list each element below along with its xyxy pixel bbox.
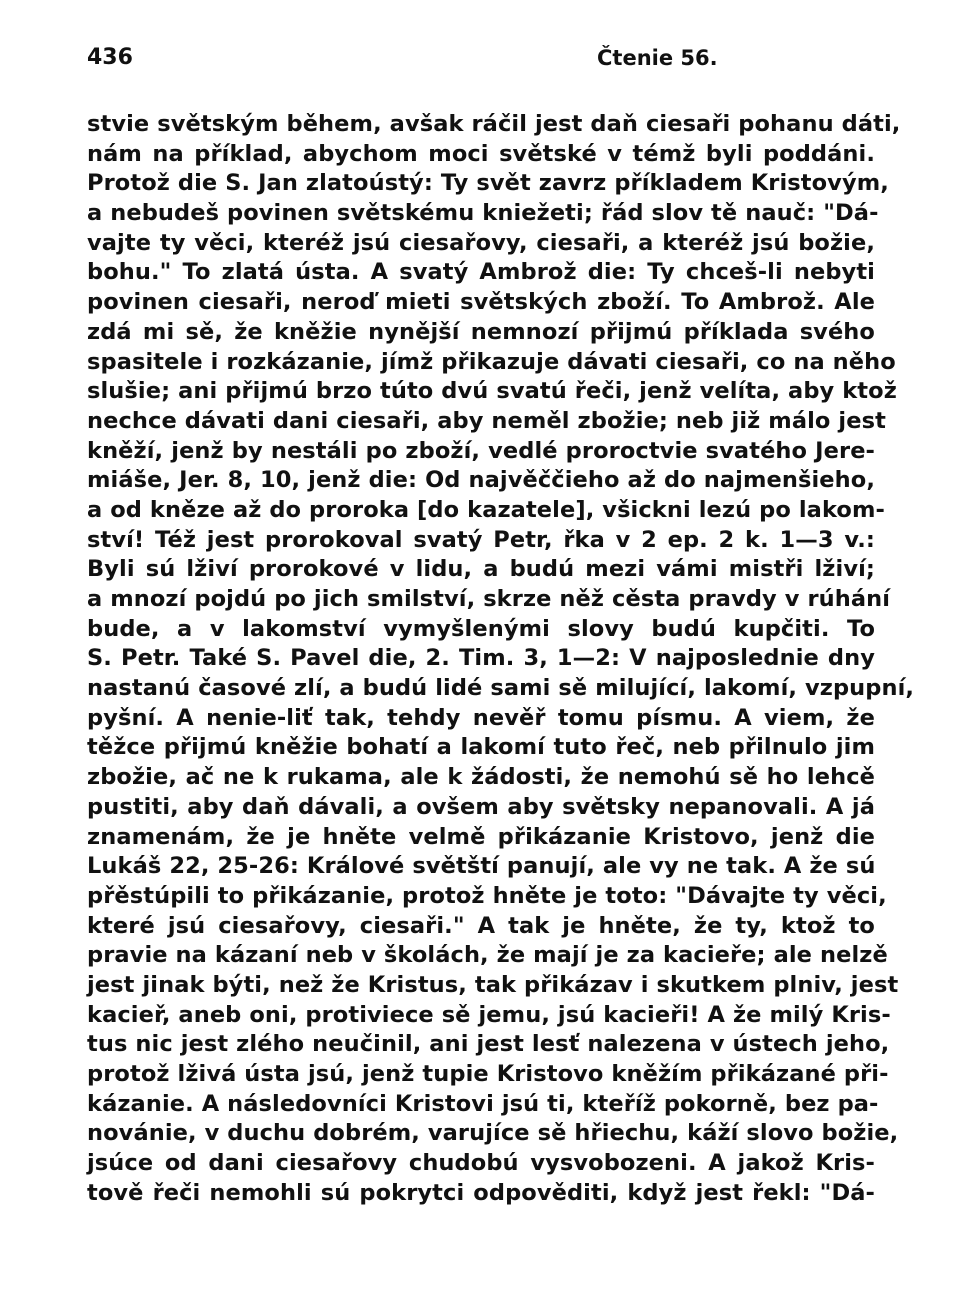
text-line: kázanie. A následovníci Kristovi jsú ti, kteříž pokorně, bez pa- bbox=[87, 1090, 879, 1117]
text-line: protož lživá ústa jsú, jenž tupie Kristovo kněžím přikázané při- bbox=[87, 1061, 889, 1087]
page-number: 436 bbox=[87, 45, 133, 70]
text-line: Lukáš 22, 25-26: Králové světští panují, ale vy ne tak. A že sú bbox=[87, 853, 876, 880]
text-line: těžce přijmú kněžie bohatí a lakomí tuto řeč, neb přilnulo jim bbox=[87, 734, 875, 761]
text-line: jsúce od dani ciesařovy chudobú vysvobozeni. A jakož Kris- bbox=[87, 1150, 875, 1177]
text-line: které jsú ciesařovy, ciesaři." A tak je hněte, že ty, ktož to bbox=[87, 912, 875, 939]
text-line: S. Petr. Také S. Pavel die, 2. Tim. 3, 1—2: V najposlednie dny bbox=[87, 645, 875, 672]
text-line: miáše, Jer. 8, 10, jenž die: Od najvěččieho až do najmenšieho, bbox=[87, 467, 875, 494]
text-line: Protož die S. Jan zlatoústý: Ty svět zavrz příkladem Kristovým, bbox=[87, 170, 889, 197]
text-line: nastanú časové zlí, a budú lidé sami sě milující, lakomí, vzpupní, bbox=[87, 675, 915, 702]
text-line: Byli sú lživí prorokové v lidu, a budú mezi vámi mistři lživí; bbox=[87, 556, 875, 583]
text-line: ství! Též jest prorokoval svatý Petr, řka v 2 ep. 2 k. 1—3 v.: bbox=[87, 526, 875, 553]
body-text bbox=[87, 110, 915, 1208]
text-line: jest jinak býti, než že Kristus, tak přikázav i skutkem plniv, jest bbox=[87, 971, 899, 998]
text-line: novánie, v duchu dobrém, varujíce sě hřiechu, káží slovo božie, bbox=[87, 1120, 899, 1147]
text-line: pravie na kázaní neb v školách, že mají je za kacieře; ale nelzě bbox=[87, 942, 888, 969]
text-line: znamenám, že je hněte velmě přikázanie Kristovo, jenž die bbox=[87, 823, 875, 850]
text-line: a nebudeš povinen světskému kniežeti; řád slov tě nauč: "Dá- bbox=[87, 200, 879, 227]
text-line: kacieř, aneb oni, protiviece sě jemu, jsú kacieři! A že milý Kris- bbox=[87, 1001, 891, 1028]
text-line: tově řeči nemohli sú pokrytci odpověditi, když jest řekl: "Dá- bbox=[87, 1179, 875, 1206]
text-line: bohu." To zlatá ústa. A svatý Ambrož die: Ty chceš-li nebyti bbox=[87, 259, 875, 286]
text-line: zbožie, ač ne k rukama, ale k žádosti, že nemohú sě ho lehcě bbox=[87, 764, 875, 791]
text-line: kněží, jenž by nestáli po zboží, vedlé proroctvie svatého Jere- bbox=[87, 437, 875, 464]
text-line: bude, a v lakomství vymyšlenými slovy budú kupčiti. To bbox=[87, 615, 875, 642]
running-head: Čtenie 56. bbox=[597, 46, 718, 70]
text-line: zdá mi sě, že kněžie nynější nemnozí přijmú příklada svého bbox=[87, 318, 875, 345]
text-line: vajte ty věci, kteréž jsú ciesařovy, ciesaři, a kteréž jsú božie, bbox=[87, 229, 875, 256]
text-line: přěstúpili to přikázanie, protož hněte je toto: "Dávajte ty věci, bbox=[87, 882, 887, 909]
text-line: a mnozí pojdú po jich smilství, skrze něž cěsta pravdy v rúhání bbox=[87, 586, 891, 612]
text-line: stvie světským během, avšak ráčil jest daň ciesaři pohanu dáti, bbox=[87, 111, 901, 137]
text-line: spasitele i rozkázanie, jímž přikazuje dávati ciesaři, co na něho bbox=[87, 348, 896, 375]
page-header bbox=[87, 40, 875, 76]
text-line: povinen ciesaři, neroď mieti světských zboží. To Ambrož. Ale bbox=[87, 289, 875, 316]
text-line: pyšní. A nenie-liť tak, tehdy nevěř tomu písmu. A viem, že bbox=[87, 704, 875, 731]
text-line: pustiti, aby daň dávali, a ovšem aby světsky nepanovali. A já bbox=[87, 793, 875, 820]
text-line: a od kněze až do proroka [do kazatele], všickni lezú po lakom- bbox=[87, 496, 885, 523]
text-line: slušie; ani přijmú brzo túto dvú svatú řeči, jenž velíta, aby ktož bbox=[87, 378, 897, 405]
text-line: nechce dávati dani ciesaři, aby neměl zbožie; neb již málo jest bbox=[87, 407, 886, 434]
text-line: tus nic jest zlého neučinil, ani jest lesť nalezena v ústech jeho, bbox=[87, 1031, 890, 1058]
text-line: nám na příklad, abychom moci světské v témž byli poddáni. bbox=[87, 140, 875, 167]
